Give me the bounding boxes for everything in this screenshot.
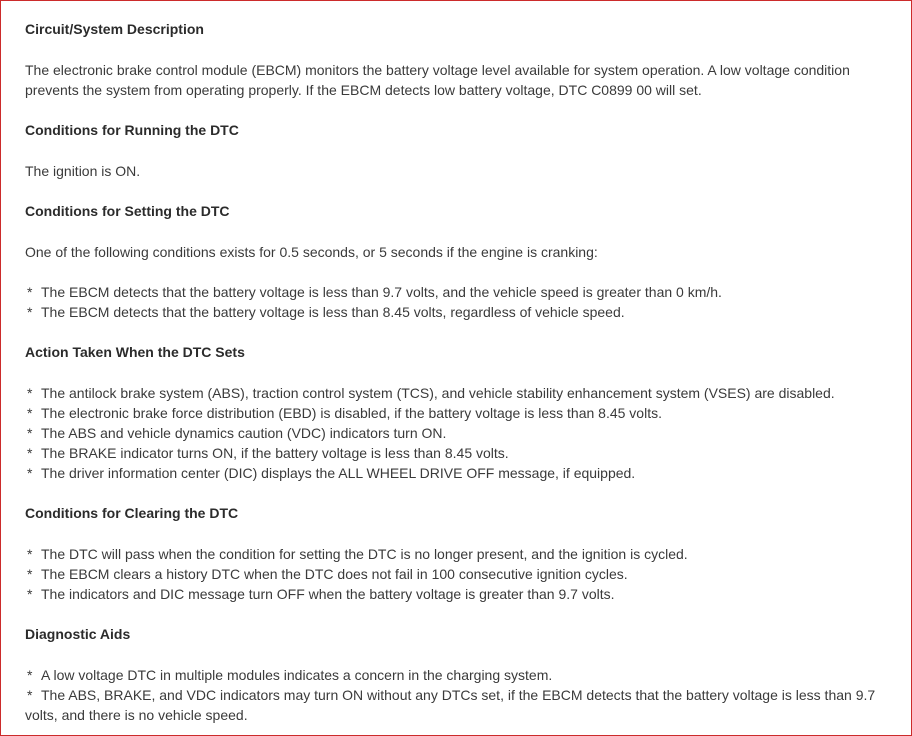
bullet-text: A low voltage DTC in multiple modules indicates a concern in the charging system. <box>41 667 553 683</box>
bullet-text: The electronic brake force distribution (EBD) is disabled, if the battery voltage is less than 8.45 volts. <box>41 405 662 421</box>
bullet-item <box>27 564 628 584</box>
bullet-item <box>27 584 615 604</box>
bullet-text: The ABS and vehicle dynamics caution (VDC) indicators turn ON. <box>41 425 447 441</box>
bullet-text: The EBCM detects that the battery voltage is less than 8.45 volts, regardless of vehicle speed. <box>41 304 625 320</box>
bullet-text: The EBCM detects that the battery voltage is less than 9.7 volts, and the vehicle speed is greater than 0 km/h. <box>41 284 722 300</box>
bullet-item <box>27 423 446 443</box>
section-heading-conditions-running: Conditions for Running the DTC <box>25 122 239 138</box>
bullet-marker: * <box>27 385 33 401</box>
bullet-item <box>27 282 722 302</box>
bullet-marker: * <box>27 304 33 320</box>
bullet-text: The BRAKE indicator turns ON, if the battery voltage is less than 8.45 volts. <box>41 445 509 461</box>
bullet-item <box>27 665 552 685</box>
bullet-item <box>27 544 688 564</box>
bullet-continuation-line: volts, and there is no vehicle speed. <box>25 707 248 723</box>
bullet-item <box>27 383 835 403</box>
bullet-text: The indicators and DIC message turn OFF when the battery voltage is greater than 9.7 volts. <box>41 586 615 602</box>
bullet-text: The EBCM clears a history DTC when the DTC does not fail in 100 consecutive ignition cycles. <box>41 566 628 582</box>
bullet-marker: * <box>27 546 33 562</box>
bullet-item <box>27 463 635 483</box>
bullet-marker: * <box>27 445 33 461</box>
bullet-marker: * <box>27 405 33 421</box>
bullet-item <box>27 302 625 322</box>
bullet-marker: * <box>27 284 33 300</box>
bullet-text: The ABS, BRAKE, and VDC indicators may turn ON without any DTCs set, if the EBCM detects that the battery voltage is less than 9.7 <box>41 687 876 703</box>
bullet-marker: * <box>27 465 33 481</box>
section-heading-circuit-system-description: Circuit/System Description <box>25 21 204 37</box>
paragraph-line: One of the following conditions exists for 0.5 seconds, or 5 seconds if the engine is cranking: <box>25 244 598 260</box>
bullet-marker: * <box>27 586 33 602</box>
section-heading-conditions-clearing: Conditions for Clearing the DTC <box>25 505 239 521</box>
bullet-marker: * <box>27 667 33 683</box>
paragraph-line: The electronic brake control module (EBCM) monitors the battery voltage level available for system operation. A low voltage condition <box>25 62 850 78</box>
bullet-item <box>27 403 662 423</box>
bullet-marker: * <box>27 425 33 441</box>
bullet-item <box>27 685 875 705</box>
paragraph-line: The ignition is ON. <box>25 163 141 179</box>
bullet-marker: * <box>27 687 33 703</box>
bullet-text: The DTC will pass when the condition for setting the DTC is no longer present, and the ignition is cycled. <box>41 546 688 562</box>
bullet-text: The antilock brake system (ABS), traction control system (TCS), and vehicle stability enhancement system (VSES) are disabled. <box>41 385 835 401</box>
bullet-item <box>27 443 509 463</box>
bullet-text: The driver information center (DIC) displays the ALL WHEEL DRIVE OFF message, if equipped. <box>41 465 636 481</box>
bullet-marker: * <box>27 566 33 582</box>
section-heading-conditions-setting: Conditions for Setting the DTC <box>25 203 230 219</box>
paragraph-line: prevents the system from operating properly. If the EBCM detects low battery voltage, DTC C0899 00 will set. <box>25 82 702 98</box>
section-heading-action-taken: Action Taken When the DTC Sets <box>25 344 245 360</box>
section-heading-diagnostic-aids: Diagnostic Aids <box>25 626 131 642</box>
